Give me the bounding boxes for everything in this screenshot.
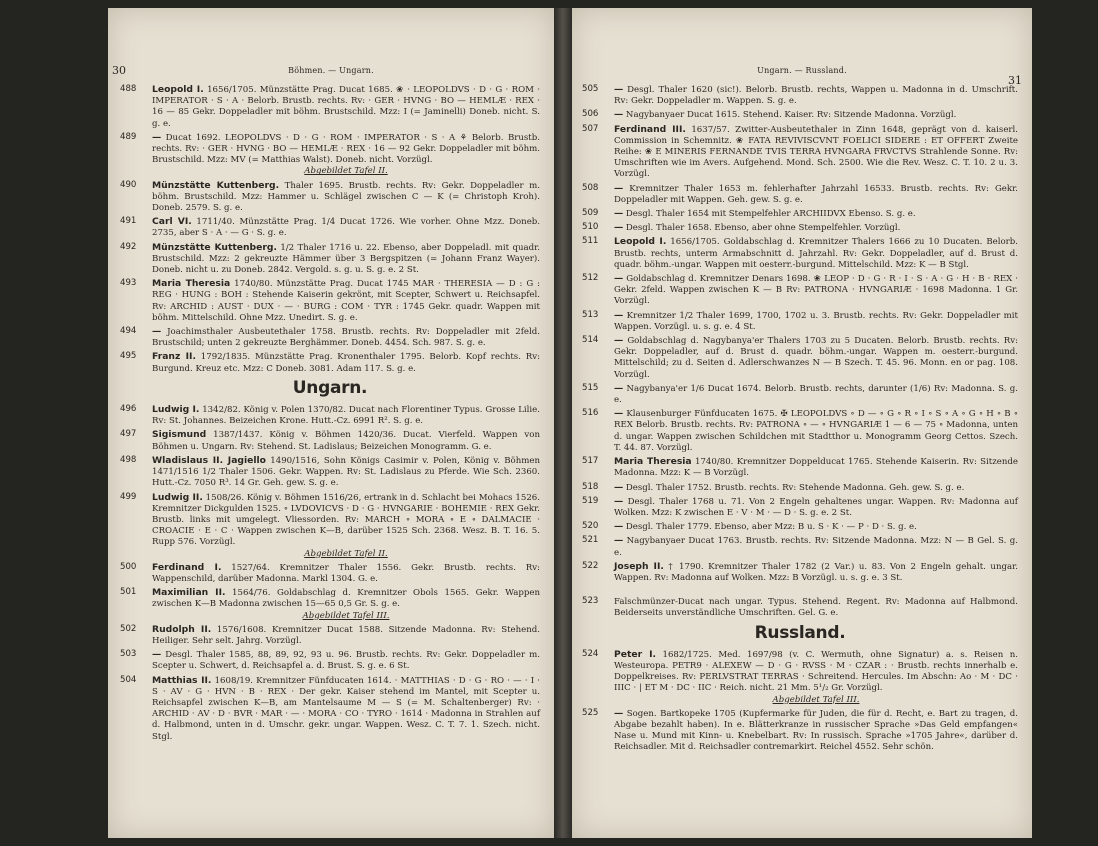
book-gutter [554,8,572,838]
entry-text [614,183,1018,206]
entry-text [152,649,540,672]
ruler-name: — [614,535,624,547]
ruler-name: — [614,481,624,493]
entry-text [152,84,540,130]
entry-description: Kremnitzer 1/2 Thaler 1699, 1700, 1702 u. 3. Brustb. rechts. Rv: Gekr. Doppeladler mit Wappen. Vorzügl. u. s. g. e. 4 St. [614,310,1018,332]
ruler-name: Wladislaus II. Jagiello [152,454,266,466]
entry-description: 1527/64. Kremnitzer Thaler 1556. Gekr. Brustb. rechts. Rv: Wappenschild, darüber Madonna. Markl 1304. G. e. [152,562,540,584]
entry-description: Ducat 1692. LEOPOLDVS · D · G · ROM · IMPERATOR · S · A ⚘ Belorb. Brustb. rechts. Rv: · GER · HVNG · BO — HEMLÆ · REX · 16 — 92 Gekr. Doppeladler mit böhm. Brustschild. Mzz: MV (= Matthias Walst). Doneb. nicht. Vorzügl. [152,132,540,166]
catalog-entry [582,310,1018,333]
entry-description: 1656/1705. Goldabschlag d. Kremnitzer Thalers 1666 zu 10 Ducaten. Belorb. Brustb. rechts, unterm Armabschnitt d. Jahrzahl. Rv: Gekr. Doppeladler, auf d. Brust d. quadr. böhm.-ungar. Wappen mit oesterr.-burgund. Mittelschild. Mzz: K — B Stgl. [614,237,1018,270]
entry-description: Kremnitzer Thaler 1653 m. fehlerhafter Jahrzahl 16533. Brustb. rechts. Rv: Gekr. Doppeladler mit Wappen. Geh. gew. S. g. e. [614,183,1018,205]
entry-description: Falschmünzer-Ducat nach ungar. Typus. Stehend. Regent. Rv: Madonna auf Halbmond. Beiderseits unverständliche Umschriften. Gel. G. e. [614,597,1018,619]
entry-description: Desgl. Thaler 1779. Ebenso, aber Mzz: B u. S · K · — P · D · S. g. e. [625,522,917,533]
catalog-entry [582,561,1018,584]
entry-number: 510 [582,222,599,233]
entry-number: 495 [120,351,137,362]
entry-description: Desgl. Thaler 1585, 88, 89, 92, 93 u. 96. Brustb. rechts. Rv: Gekr. Doppeladler m. Scepter u. Schwert, d. Reichsapfel a. d. Brust. S. g. e. 6 St. [152,650,540,672]
entry-text [614,708,1018,754]
running-head: Ungarn. — Russland. [757,66,847,75]
catalog-entry [120,455,540,490]
entry-description: 1342/82. König v. Polen 1370/82. Ducat nach Florentiner Typus. Grosse Lilie. Rv: St. Johannes. Beizeichen Krone. Hutt.-Cz. 6991 R². S. g. e. [152,405,540,427]
left-entries [120,84,540,745]
plate-reference: Abgebildet Tafel III. [772,694,860,705]
entry-number: 515 [582,382,599,393]
entry-description: 1576/1608. Kremnitzer Ducat 1588. Sitzende Madonna. Rv: Stehend. Heiliger. Sehr selt. Jahrg. Vorzügl. [152,624,541,646]
entry-text [614,596,1018,619]
entry-text [614,273,1018,308]
entry-description: 1740/80. Kremnitzer Doppelducat 1765. Stehende Kaiserin. Rv: Sitzende Madonna. Mzz: K — B Vorzügl. [614,457,1018,479]
ruler-name: Leopold I. [152,84,204,95]
ruler-name: Leopold I. [614,236,667,248]
plate-reference: Abgebildet Tafel II. [304,166,388,177]
entry-description: 1508/26. König v. Böhmen 1516/26, ertrank in d. Schlacht bei Mohacs 1526. Kremnitzer Dickgulden 1525. ∘ LVDOVICVS · D · G · HVNGARIE · BOHEMIE · REX Gekr. Brustb. links mit umgelegt. Vliessorden. Rv: MARCH ∘ MORA ∘ E ∘ DALMACIE · CROACIE · E · C · Wappen zwischen K—B, darüber 1525 Sch. 2368. Wesz. B. T. 16. 5. Rupp 576. Vorzügl. [152,492,540,548]
catalog-entry [582,236,1018,271]
left-page [108,8,554,838]
entry-number: 499 [120,491,137,502]
entry-description: 1682/1725. Med. 1697/98 (v. C. Wermuth, ohne Signatur) a. s. Reisen n. Westeuropa. PETR9 · ALEXEW — D · G · RVSS · M · CZAR : · Brustb. rechts innerhalb e. Doppelkreises. Rv: PERLVSTRAT TERRAS · Schreitend. Hercules. Im Abschn: Ao · M · DC · IIIC · | ET M · DC · IIC · Reich. nicht. 21 Mm. 5¹/₂ Gr. Vorzügl. [614,649,1018,694]
entry-description: 1740/80. Münzstätte Prag. Ducat 1745 MAR · THERESIA — D : G : REG · HUNG : BOH : Stehende Kaiserin gekrönt, mit Scepter, Schwert u. Reichsapfel. Rv: ARCHID : AUST · DUX · — · BURG : COM · TYR : 1745 Gekr. quadr. Wappen mit böhm. Mittelschild. Ohne Mzz. Unedirt. S. g. e. [152,279,540,323]
entry-text [614,649,1018,706]
entry-text [614,456,1018,479]
catalog-entry [120,326,540,349]
catalog-entry [120,132,540,178]
entry-number: 490 [120,179,137,190]
ruler-name: — [614,521,624,533]
right-page [572,8,1032,838]
entry-text [152,587,540,622]
entry-description: Nagybanyaer Ducat 1615. Stehend. Kaiser. Rv: Sitzende Madonna. Vorzügl. [625,110,957,121]
entry-description: 1711/40. Münzstätte Prag. 1/4 Ducat 1726. Wie vorher. Ohne Mzz. Doneb. 2735, aber S · A · — G · S. g. e. [152,217,541,239]
entry-number: 493 [120,278,137,289]
entry-number: 504 [120,674,137,685]
ruler-name: — [614,707,624,719]
entry-text [152,404,540,427]
entry-description: Desgl. Thaler 1620 (sic!). Belorb. Brustb. rechts, Wappen u. Madonna in d. Umschrift. Rv: Gekr. Doppeladler m. Wappen. S. g. e. [614,85,1018,107]
entry-text [614,124,1018,181]
ruler-name: Münzstätte Kuttenberg. [152,241,277,253]
catalog-entry [582,535,1018,558]
ruler-name: Ferdinand I. [152,561,222,573]
entry-number: 516 [582,408,599,419]
entry-description: 1387/1437. König v. Böhmen 1420/36. Ducat. Vierfeld. Wappen von Böhmen u. Ungarn. Rv: Stehend. St. Ladislaus; Beizeichen Monogramm. G. e. [152,430,540,452]
entry-text [614,521,1018,533]
entry-number: 522 [582,560,599,571]
ruler-name: Ferdinand III. [614,123,686,135]
ruler-name: — [614,182,624,194]
entry-number: 514 [582,335,599,346]
page-number: 31 [1008,74,1022,87]
entry-text [614,310,1018,333]
catalog-entry [120,562,540,585]
entry-description: 1656/1705. Münzstätte Prag. Ducat 1685. ❀ · LEOPOLDVS · D · G · ROM · IMPERATOR · S · A · Belorb. Brustb. rechts. Rv: · GER · HVNG · BO — HEMLÆ · REX · 16 — 85 Gekr. Doppeladler mit böhm. Brustschild. Mzz: I (= Jaminelli) Doneb. nicht. S. g. e. [152,85,540,129]
entry-number: 500 [120,561,137,572]
ruler-name: — [614,84,624,95]
catalog-entry [582,521,1018,533]
entry-number: 492 [120,241,137,252]
entry-number: 506 [582,109,599,120]
entry-number: 511 [582,236,599,247]
entry-description: Desgl. Thaler 1768 u. 71. Von 2 Engeln gehaltenes ungar. Wappen. Rv: Madonna auf Wolken. Mzz: K zwischen E · V · M · — D · S. g. e. 2 St. [614,496,1018,518]
catalog-entry [582,456,1018,479]
entry-description: 1/2 Thaler 1716 u. 22. Ebenso, aber Doppeladl. mit quadr. Brustschild. Mzz: 2 gekreuzte Hämmer über 3 Bergspitzen (= Johann Franz Wayer). Doneb. nicht u. zu Doneb. 2842. Vergold. s. g. u. S. g. e. 2 St. [152,242,540,276]
entry-description: Klausenburger Fünfducaten 1675. ✠ LEOPOLDVS ∘ D — ∘ G ∘ R ∘ I ∘ S ∘ A ∘ G ∘ H ∘ B ∘ REX Belorb. Brustb. rechts. Rv: PATRONA ∘ — ∘ HVNGARIÆ 1 — 6 — 75 ∘ Madonna, unten d. ungar. Wappen zwischen Schildchen mit Stadtthor u. Monogramm Georg Cettos. Szech. T. 44. 87. Vorzügl. [614,409,1018,453]
ruler-name: — [614,309,624,321]
entry-text [614,335,1018,381]
ruler-name: — [614,495,624,507]
entry-text [152,278,540,324]
catalog-entry [120,587,540,622]
right-entries [582,84,1018,756]
ruler-name: Ludwig II. [152,491,203,503]
plate-reference: Abgebildet Tafel II. [304,548,388,559]
entry-number: 497 [120,429,137,440]
entry-description: Sogen. Bartkopeke 1705 (Kupfermarke für Juden, die für d. Recht, e. Bart zu tragen, d. Abgabe bezahlt haben). In e. Blätterkranze in russischer Sprache »Das Geld empfangen« Nase u. Mund mit Kinn- u. Knebelbart. Rv: In russisch. Sprache »1705 Jahre«, darüber d. Reichsadler. Mit d. Reichsadler contremarkirt. Reichel 4552. Sehr schön. [614,708,1019,753]
entry-number: 507 [582,123,599,134]
ruler-name: — [614,408,624,420]
entry-number: 488 [120,84,137,94]
entry-number: 519 [582,495,599,506]
ruler-name: — [152,649,162,661]
entry-number: 518 [582,481,599,492]
ruler-name: — [614,382,624,394]
section-title-russland: Russland. [754,622,846,643]
catalog-entry [582,596,1018,619]
entry-description: Goldabschlag d. Kremnitzer Denars 1698. ❀ LEOP · D · G · R · I · S · A · G · H · B · REX · Gekr. 2feld. Wappen zwischen K — B Rv: PATRONA · HVNGARIÆ · 1698 Madonna. 1 Gr. Vorzügl. [614,274,1018,307]
entry-description: 1490/1516, Sohn Königs Casimir v. Polen, König v. Böhmen 1471/1516 1/2 Thaler 1506. Gekr. Wappen. Rv: St. Ladislaus zu Pferde. Wie Sch. 2360. Hutt.-Cz. 7050 R³. 14 Gr. Geh. gew. S. g. e. [152,455,541,489]
plate-reference: Abgebildet Tafel III. [302,610,390,621]
entry-number: 523 [582,596,599,607]
entry-description: Thaler 1695. Brustb. rechts. Rv: Gekr. Doppeladler m. böhm. Brustschild. Mzz: Hammer u. Schlägel zwischen C — K (= Christoph Kroh). Doneb. 2579. S. g. e. [152,180,541,214]
catalog-entry [582,649,1018,706]
entry-text [152,242,540,277]
ruler-name: — [614,335,624,347]
ruler-name: Maximilian II. [152,587,226,599]
entry-description: 1637/57. Zwitter-Ausbeutethaler in Zinn 1648, geprägt von d. kaiserl. Commission in Schemnitz. ❀ FATA REVIVISCVNT FOELICI SIDERE : ET OFFERT Zweite Reihe: ❀ E MINERIS FERNANDE TVIS TERRA HVNGARA FRVCTVS Strahlende Sonne. Rv: Umschriften wie im Avers. Aufgehend. Mond. Sch. 2500. Wie die Rev. Wesz. C. T. 10. 2 u. 3. Vorzügl. [614,124,1018,180]
entry-text [152,675,540,743]
ruler-name: — [152,326,162,338]
ruler-name: Carl VI. [152,216,192,228]
catalog-entry [582,273,1018,308]
entry-number: 521 [582,535,599,546]
ruler-name: Maria Theresia [152,278,231,290]
catalog-entry [582,84,1018,107]
page-number: 30 [112,64,126,77]
entry-text [614,482,1018,494]
ruler-name: Matthias II. [152,674,212,686]
entry-description: Goldabschlag d. Nagybanya'er Thalers 1703 zu 5 Ducaten. Belorb. Brustb. rechts. Rv: Gekr. Doppeladler, auf d. Brust d. quadr. böhm.-ungar. Wappen m. oesterr.-burgund. Mittelschild; zu d. Seiten d. Adlerschwanzes N — B Szech. T. 45. 96. Monn. en or pag. 108. Vorzügl. [614,336,1019,380]
entry-text [614,208,1018,220]
entry-description: Nagybanya'er 1/6 Ducat 1674. Belorb. Brustb. rechts, darunter (1/6) Rv: Madonna. S. g. e. [614,383,1018,406]
catalog-entry [582,408,1018,454]
entry-number: 503 [120,649,137,660]
entry-description: † 1790. Kremnitzer Thaler 1782 (2 Var.) u. 83. Von 2 Engeln gehalt. ungar. Wappen. Rv: Madonna auf Wolken. Mzz: B Vorzügl. u. s. g. e. 3 St. [614,561,1018,583]
catalog-entry [582,124,1018,181]
entry-description: Desgl. Thaler 1654 mit Stempelfehler ARCHIIDVX Ebenso. S. g. e. [625,209,916,220]
entry-text [614,561,1018,584]
entry-text [152,455,540,490]
entry-text [152,351,540,374]
ruler-name: — [614,208,624,220]
entry-text [614,496,1018,519]
entry-number: 496 [120,404,137,415]
entry-text [152,132,540,178]
catalog-entry [120,351,540,374]
entry-text [152,624,540,647]
entry-number: 505 [582,84,599,94]
ruler-name: Joseph II. [614,560,664,572]
section-title-ungarn: Ungarn. [292,377,368,398]
catalog-entry [120,84,540,130]
entry-text [152,562,540,585]
ruler-name: Maria Theresia [614,456,692,468]
entry-number: 513 [582,309,599,320]
entry-text [152,326,540,349]
ruler-name: — [614,273,624,285]
catalog-entry [582,335,1018,381]
entry-number: 520 [582,521,599,532]
entry-number: 525 [582,707,599,718]
catalog-entry [582,383,1018,406]
catalog-entry [120,429,540,452]
catalog-entry [582,496,1018,519]
catalog-entry [582,183,1018,206]
catalog-entry [120,216,540,239]
ruler-name: Peter I. [614,648,656,660]
catalog-entry [582,222,1018,234]
catalog-entry [582,482,1018,494]
catalog-entry [120,404,540,427]
catalog-entry [582,109,1018,121]
entry-text [614,84,1018,107]
entry-description: 1564/76. Goldabschlag d. Kremnitzer Obols 1565. Gekr. Wappen zwischen K—B Madonna zwischen 15—65 0,5 Gr. S. g. e. [152,588,540,610]
entry-text [152,492,540,560]
entry-number: 509 [582,208,599,219]
catalog-entry [120,180,540,215]
catalog-entry [120,278,540,324]
entry-number: 501 [120,587,137,598]
running-head: Böhmen. — Ungarn. [288,66,374,75]
entry-description: Nagybanyaer Ducat 1763. Brustb. rechts. Rv: Sitzende Madonna. Mzz: N — B Gel. S. g. e. [614,536,1019,558]
entry-number: 512 [582,273,599,284]
ruler-name: Ludwig I. [152,404,200,416]
ruler-name: — [152,131,162,143]
entry-text [152,216,540,239]
entry-number: 494 [120,326,137,337]
entry-number: 517 [582,456,599,467]
entry-description: 1792/1835. Münzstätte Prag. Kronenthaler 1795. Belorb. Kopf rechts. Rv: Burgund. Kreuz etc. Mzz: C Doneb. 3081. Adam 117. S. g. e. [152,352,540,374]
entry-number: 502 [120,623,137,634]
entry-description: Desgl. Thaler 1658. Ebenso, aber ohne Stempelfehler. Vorzügl. [625,223,901,234]
catalog-entry [582,708,1018,754]
entry-text [614,535,1018,558]
catalog-entry [582,208,1018,220]
catalog-entry [120,492,540,560]
entry-text [614,408,1018,454]
ruler-name: Franz II. [152,351,196,363]
entry-description: 1608/19. Kremnitzer Fünfducaten 1614. · MATTHIAS · D · G · RO · — · I · S · AV · G · HVN · B · REX · Der gekr. Kaiser stehend im Mantel, mit Scepter u. Reichsapfel zwischen K—B, am Mantelsaume M — S (= M. Schaltenberger) Rv: · ARCHID · AV · D · BVR · MAR · — · MORA · CO · TYRO · 1614 · Madonna in Strahlen auf d. Halbmond, unten in d. Umschr. gekr. ungar. Wappen. Wesz. C. T. 7. 1. Szech. nicht. Stgl. [152,675,541,742]
catalog-entry [120,675,540,743]
ruler-name: Sigismund [152,429,207,441]
entry-text [614,222,1018,234]
entry-number: 524 [582,648,599,659]
entry-text [152,429,540,452]
entry-text [614,109,1018,121]
catalog-entry [120,649,540,672]
ruler-name: Münzstätte Kuttenberg. [152,179,280,191]
entry-text [614,383,1018,406]
entry-text [152,180,540,215]
ruler-name: — [614,222,624,234]
entry-text [614,236,1018,271]
entry-number: 489 [120,131,137,142]
entry-description: Joachimsthaler Ausbeutethaler 1758. Brustb. rechts. Rv: Doppeladler mit 2feld. Brustschild; unten 2 gekreuzte Berghämmer. Doneb. 4454. Sch. 987. S. g. e. [152,327,540,349]
catalog-entry [120,624,540,647]
entry-number: 498 [120,454,137,465]
ruler-name: — [614,109,624,121]
catalog-entry [120,242,540,277]
entry-number: 508 [582,182,599,193]
entry-description: Desgl. Thaler 1752. Brustb. rechts. Rv: Stehende Madonna. Geh. gew. S. g. e. [625,482,965,493]
ruler-name: Rudolph II. [152,623,212,635]
entry-number: 491 [120,216,137,227]
